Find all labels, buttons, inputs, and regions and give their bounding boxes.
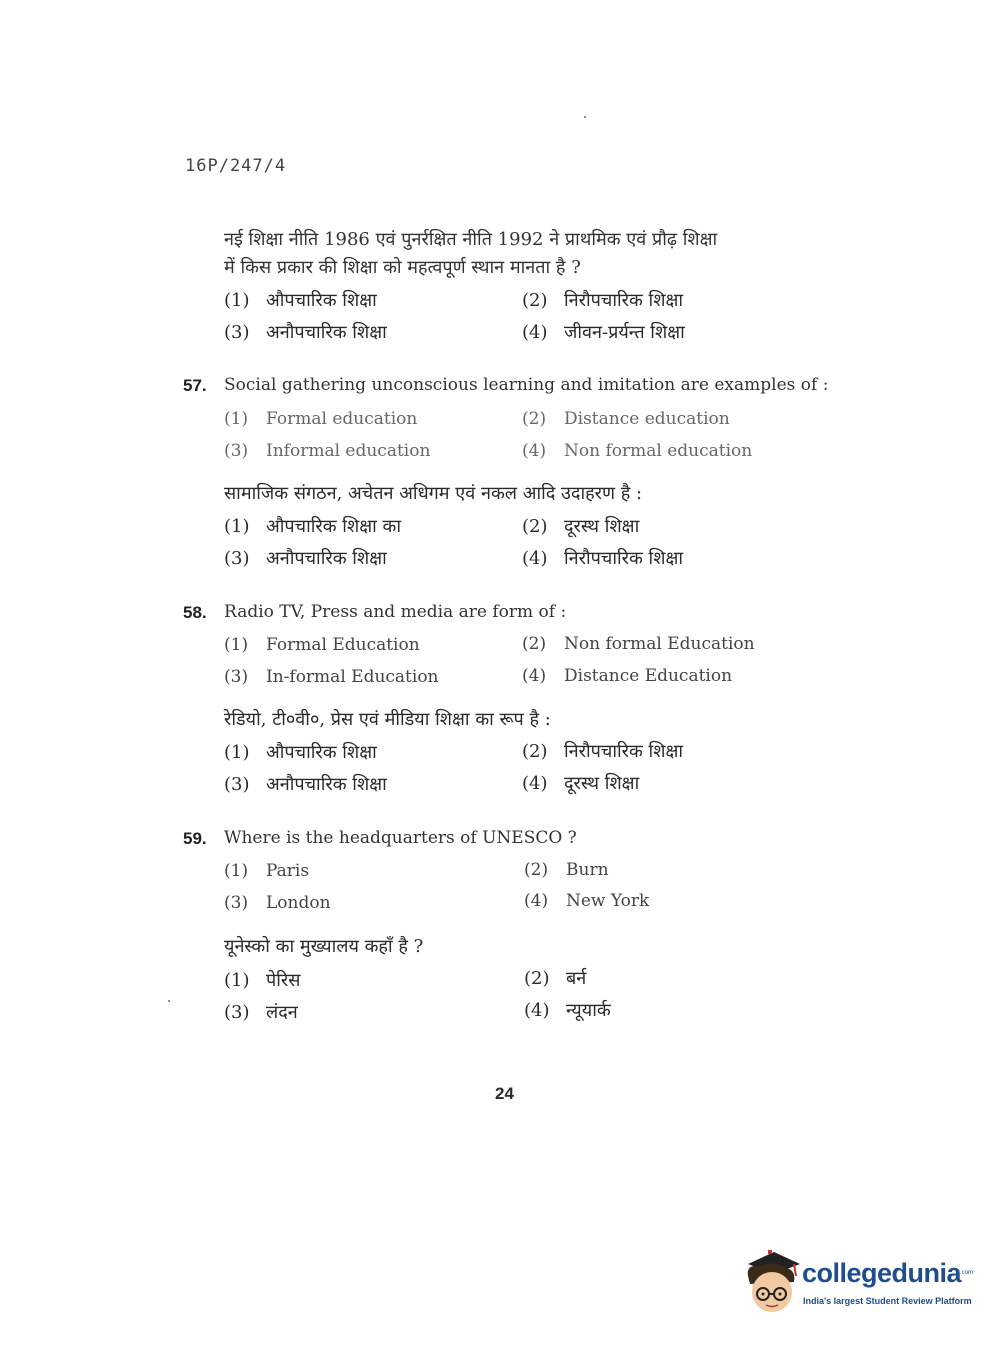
- q59-option-2[interactable]: (2) Burn: [524, 860, 609, 880]
- q58-option-2[interactable]: (2) Non formal Education: [522, 634, 755, 654]
- q57-hindi-option-4[interactable]: (4) निरौपचारिक शिक्षा: [522, 548, 684, 569]
- brand-name: collegedunia: [802, 1258, 962, 1288]
- paper-code: 16P/247/4: [185, 156, 287, 176]
- q59-option-4[interactable]: (4) New York: [524, 891, 650, 911]
- q58-option-4[interactable]: (4) Distance Education: [522, 666, 733, 686]
- q56-hindi-option-4[interactable]: (4) जीवन-प्रर्यन्त शिक्षा: [522, 322, 685, 343]
- brand-suffix: .com: [960, 1270, 974, 1276]
- q58-option-3[interactable]: (3) In-formal Education: [224, 667, 439, 687]
- scan-speck: [168, 1000, 170, 1002]
- q57-hindi-option-3[interactable]: (3) अनौपचारिक शिक्षा: [224, 548, 387, 569]
- q59-number: 59.: [183, 829, 207, 848]
- q57-option-4[interactable]: (4) Non formal education: [522, 441, 753, 461]
- q58-question: Radio TV, Press and media are form of :: [224, 602, 567, 622]
- q57-number: 57.: [183, 376, 207, 395]
- q57-option-2[interactable]: (2) Distance education: [522, 409, 730, 429]
- page-number: 24: [495, 1084, 514, 1103]
- q58-hindi-option-4[interactable]: (4) दूरस्थ शिक्षा: [522, 773, 640, 794]
- q57-option-1[interactable]: (1) Formal education: [224, 409, 418, 429]
- q56-hindi-line-1: नई शिक्षा नीति 1986 एवं पुनर्रक्षित नीति 1992 ने प्राथमिक एवं प्रौढ़ शिक्षा: [224, 229, 718, 250]
- q59-option-1[interactable]: (1) Paris: [224, 861, 310, 881]
- q59-hindi-question: यूनेस्को का मुख्यालय कहाँ है ?: [224, 936, 424, 957]
- q58-number: 58.: [183, 603, 207, 622]
- q57-option-3[interactable]: (3) Informal education: [224, 441, 431, 461]
- q59-hindi-option-3[interactable]: (3) लंदन: [224, 1002, 298, 1023]
- q57-question: Social gathering unconscious learning and imitation are examples of :: [224, 375, 829, 395]
- q59-hindi-option-2[interactable]: (2) बर्न: [524, 968, 587, 989]
- q56-hindi-option-1[interactable]: (1) औपचारिक शिक्षा: [224, 290, 377, 311]
- q58-option-1[interactable]: (1) Formal Education: [224, 635, 420, 655]
- collegedunia-logo[interactable]: [742, 1250, 972, 1320]
- q56-hindi-option-2[interactable]: (2) निरौपचारिक शिक्षा: [522, 290, 684, 311]
- q58-hindi-option-1[interactable]: (1) औपचारिक शिक्षा: [224, 742, 377, 763]
- q57-hindi-option-1[interactable]: (1) औपचारिक शिक्षा का: [224, 516, 401, 537]
- q56-hindi-line-2: में किस प्रकार की शिक्षा को महत्वपूर्ण स्थान मानता है ?: [224, 257, 581, 278]
- q56-hindi-option-3[interactable]: (3) अनौपचारिक शिक्षा: [224, 322, 387, 343]
- q58-hindi-option-2[interactable]: (2) निरौपचारिक शिक्षा: [522, 741, 684, 762]
- q59-option-3[interactable]: (3) London: [224, 893, 331, 913]
- q58-hindi-question: रेडियो, टी०वी०, प्रेस एवं मीडिया शिक्षा का रूप है :: [224, 709, 551, 730]
- brand-tagline: India's largest Student Review Platform: [803, 1296, 972, 1306]
- q59-question: Where is the headquarters of UNESCO ?: [224, 828, 577, 848]
- q59-hindi-option-1[interactable]: (1) पेरिस: [224, 970, 301, 991]
- mascot-icon: [742, 1250, 802, 1316]
- scan-speck: [584, 116, 586, 118]
- q57-hindi-option-2[interactable]: (2) दूरस्थ शिक्षा: [522, 516, 640, 537]
- q57-hindi-question: सामाजिक संगठन, अचेतन अधिगम एवं नकल आदि उदाहरण है :: [224, 483, 643, 504]
- q59-hindi-option-4[interactable]: (4) न्यूयार्क: [524, 1000, 611, 1021]
- q58-hindi-option-3[interactable]: (3) अनौपचारिक शिक्षा: [224, 774, 387, 795]
